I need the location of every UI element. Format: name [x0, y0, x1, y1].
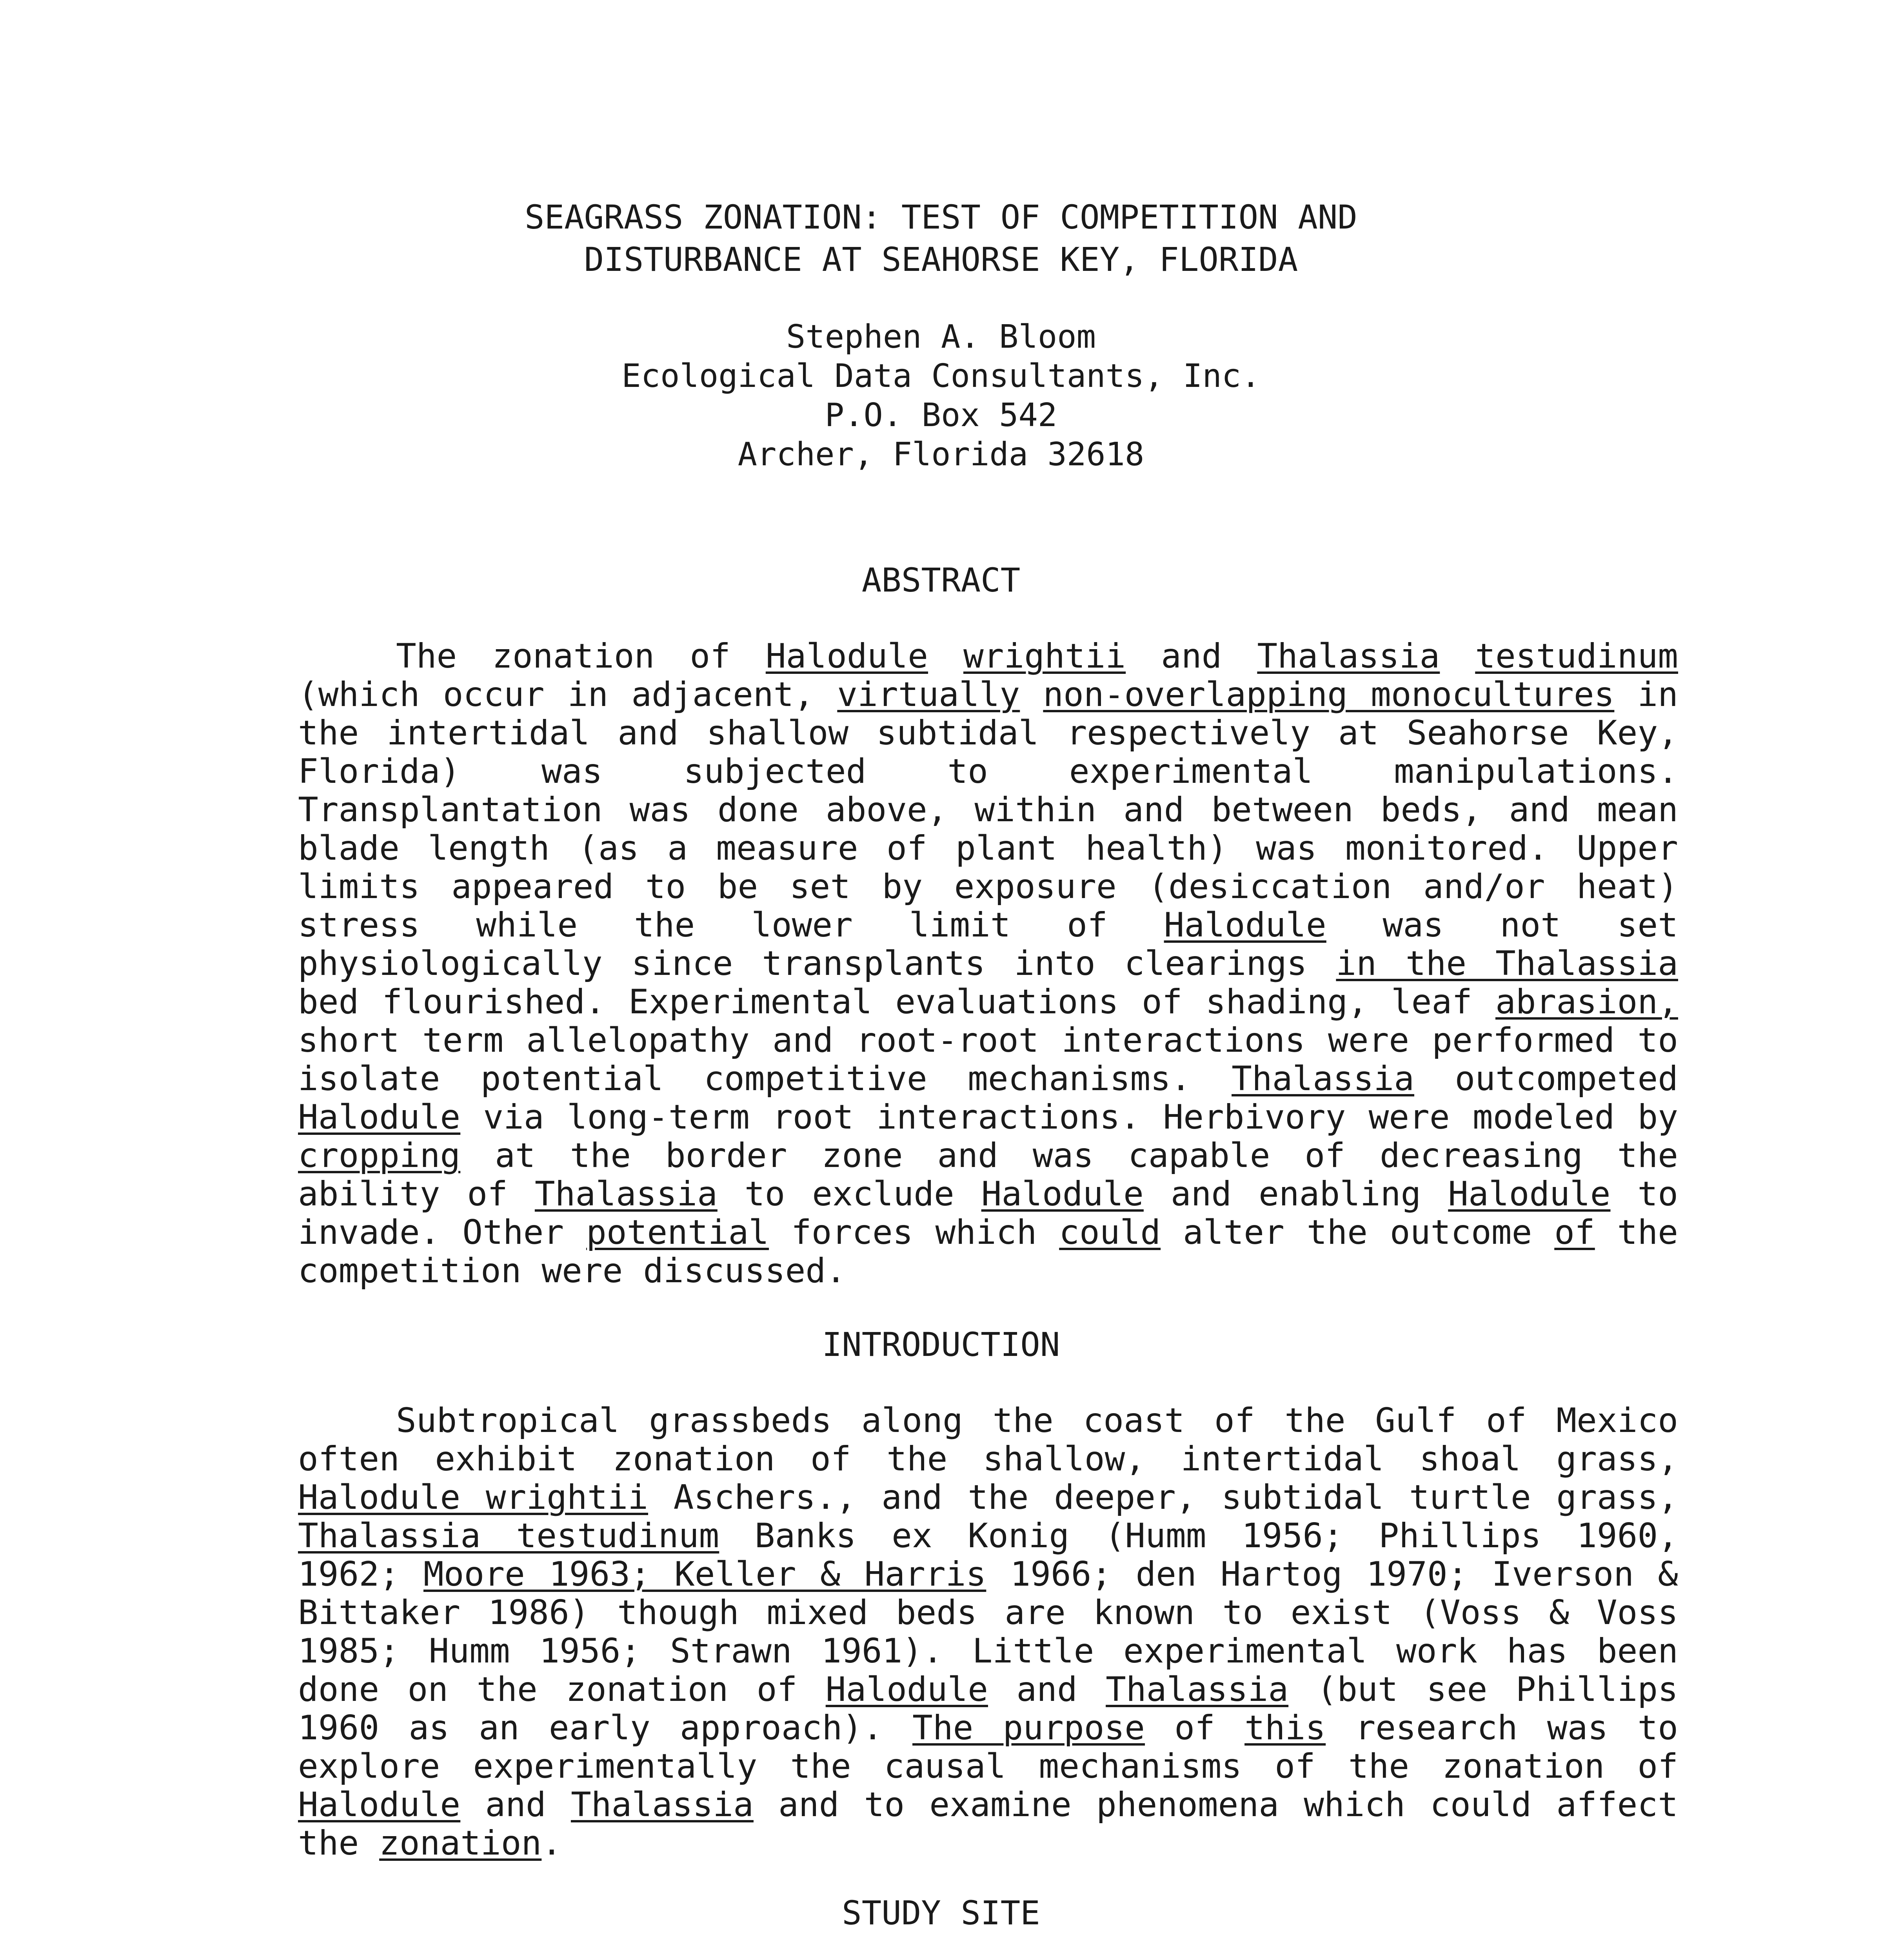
- species-name: Thalassia: [1106, 1670, 1289, 1709]
- species-name: Thalassia: [1232, 1059, 1415, 1098]
- introduction-paragraph: Subtropical grassbeds along the coast of the Gulf of Mexico often exhibit zonation of the shallow, intertidal shoal grass, Halodule wrightii Aschers., and the deeper, subtidal turtle grass, Thalassia testudinum Banks ex Konig (Humm 1956; Phillips 1960, 1962; Moore 1963; Keller & Harris 1966; den Hartog 1970; Iverson & Bittaker 1986) though mixed beds are known to exist (Voss & Voss 1985; Humm 1956; Strawn 1961). Little experimental work has been done on the zonation of Halodule and Thalassia (but see Phillips 1960 as an early approach). The purpose of this research was to explore experimentally the causal mechanisms of the zonation of Halodule and Thalassia and to examine phenomena which could affect the zonation.: [298, 1401, 1679, 1863]
- species-name: Halodule: [765, 637, 928, 676]
- study-site-heading: STUDY SITE: [842, 1894, 1040, 1932]
- author-address-1: P.O. Box 542: [825, 397, 1057, 434]
- abstract-paragraph: The zonation of Halodule wrightii and Thalassia testudinum (which occur in adjacent, virtually non-overlapping monocultures in the intertidal and shallow subtidal respectively at Seahorse Key, Florida) was subjected to experimental manipulations. Transplantation was done above, within and between beds, and mean blade length (as a measure of plant health) was monitored. Upper limits appeared to be set by exposure (desiccation and/or heat) stress while the lower limit of Halodule was not set physiologically since transplants into clearings in the Thalassia bed flourished. Experimental evaluations of shading, leaf abrasion, short term allelopathy and root-root interactions were performed to isolate potential competitive mechanisms. Thalassia outcompeted Halodule via long-term root interactions. Herbivory were modeled by cropping at the border zone and was capable of decreasing the ability of Thalassia to exclude Halodule and enabling Halodule to invade. Other potential forces which could alter the outcome of the competition were discussed.: [298, 637, 1679, 1290]
- species-name: Thalassia: [1257, 637, 1440, 676]
- abstract-heading: ABSTRACT: [861, 561, 1021, 599]
- species-name: wrightii: [963, 637, 1126, 676]
- species-name: Halodule: [298, 1785, 461, 1824]
- emphasis: non-overlapping monocultures: [1043, 675, 1615, 714]
- emphasis: of: [1554, 1213, 1595, 1252]
- emphasis: potential: [586, 1213, 769, 1252]
- species-name: Thalassia: [534, 1174, 718, 1214]
- author-affiliation: Ecological Data Consultants, Inc.: [621, 358, 1261, 395]
- species-name: Halodule: [981, 1174, 1144, 1214]
- emphasis: cropping: [298, 1136, 461, 1175]
- introduction-heading: INTRODUCTION: [822, 1325, 1060, 1364]
- species-name: Thalassia: [570, 1785, 754, 1824]
- species-name: Halodule wrightii: [298, 1478, 649, 1517]
- species-name: Halodule: [298, 1098, 461, 1137]
- author-address-2: Archer, Florida 32618: [738, 436, 1144, 473]
- emphasis: could: [1059, 1213, 1161, 1252]
- citation: Moore 1963; Keller & Harris: [423, 1555, 986, 1594]
- title-line-2: DISTURBANCE AT SEAHORSE KEY, FLORIDA: [584, 240, 1298, 279]
- emphasis: zonation: [379, 1824, 542, 1863]
- species-name: Thalassia testudinum: [298, 1516, 719, 1555]
- emphasis: in the Thalassia: [1336, 944, 1678, 983]
- emphasis: abrasion,: [1495, 982, 1678, 1022]
- species-name: Halodule: [1164, 906, 1326, 945]
- species-name: Halodule: [1448, 1174, 1611, 1214]
- paper-title: [0, 196, 1882, 281]
- emphasis: virtually: [837, 675, 1020, 714]
- emphasis: this: [1244, 1708, 1326, 1748]
- species-name: Halodule: [825, 1670, 988, 1709]
- author-name: Stephen A. Bloom: [786, 318, 1096, 356]
- species-name: testudinum: [1475, 637, 1679, 676]
- title-line-1: SEAGRASS ZONATION: TEST OF COMPETITION AND: [524, 198, 1358, 236]
- author-block: [0, 318, 1882, 474]
- emphasis: The purpose: [912, 1708, 1145, 1748]
